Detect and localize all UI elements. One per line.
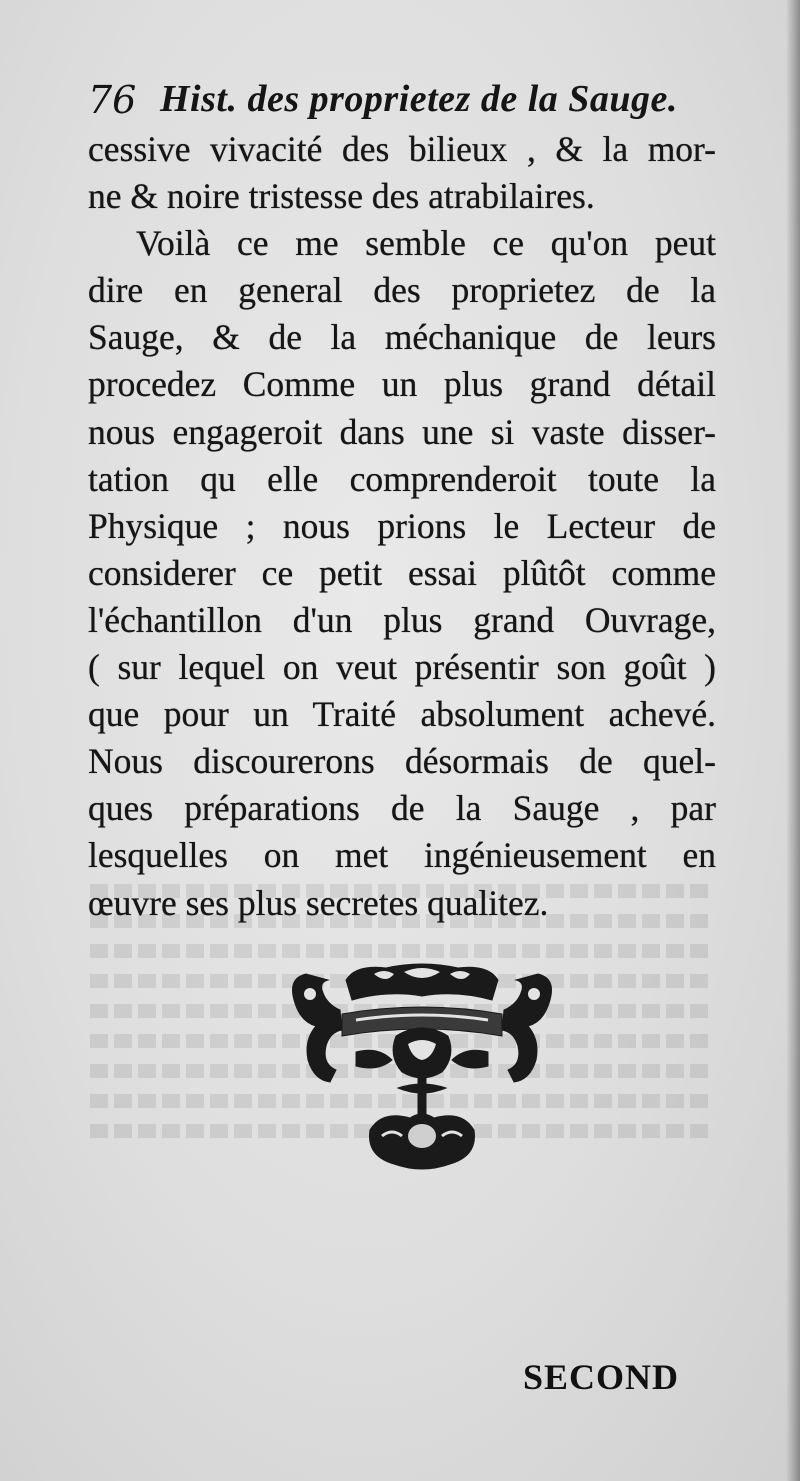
text-line: ne & noire tristesse des atrabilaires.	[88, 176, 595, 217]
text-line: ques préparations de la Sauge , par	[88, 788, 716, 829]
text-line: l'échantillon d'un plus grand Ouvrage,	[88, 599, 716, 640]
text-line: ( sur lequel on veut présentir son goût )	[88, 647, 716, 688]
text-line: Nous discourerons désormais de quel-	[88, 741, 716, 782]
body-text	[88, 126, 716, 927]
text-line: nous engageroit dans une si vaste disser-	[88, 411, 716, 452]
text-line: œuvre ses plus secretes qualitez.	[88, 882, 549, 923]
text-line: cessive vivacité des bilieux , & la mor-	[88, 129, 716, 169]
text-line: considerer ce petit essai plûtôt comme	[88, 552, 716, 593]
catchword: SECOND	[523, 1357, 680, 1397]
running-title: Hist. des proprietez de la Sauge.	[160, 78, 678, 120]
text-line: tation qu elle comprenderoit toute la	[88, 458, 716, 499]
text-line: Physique ; nous prions le Lecteur de	[88, 505, 716, 546]
page-number: 76	[88, 78, 137, 122]
text-line: lesquelles on met ingénieusement en	[88, 835, 716, 876]
page-header	[88, 72, 698, 128]
floral-vignette-ornament-icon	[286, 960, 558, 1180]
text-line: Sauge, & de la méchanique de leurs	[88, 317, 716, 358]
text-line: que pour un Traité absolument achevé.	[88, 694, 716, 735]
text-line: Voilà ce me semble ce qu'on peut	[136, 223, 716, 264]
text-line: procedez Comme un plus grand détail	[88, 364, 716, 405]
text-line: dire en general des proprietez de la	[88, 270, 716, 311]
